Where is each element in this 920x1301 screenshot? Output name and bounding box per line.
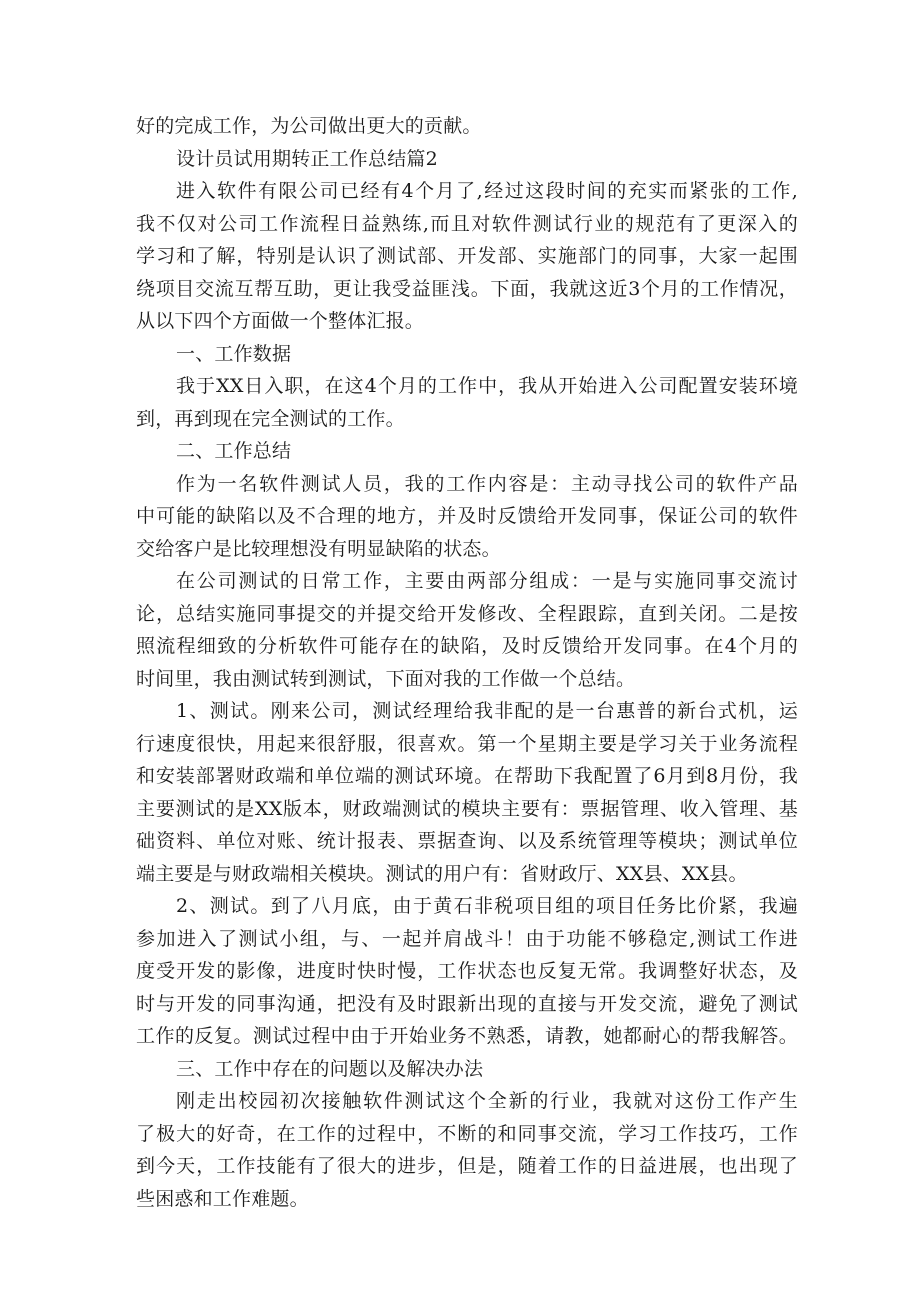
text-line: 一、工作数据 (176, 342, 292, 365)
text-line: 中可能的缺陷以及不合理的地方，并及时反馈给开发同事，保证公司的软件 (136, 505, 798, 527)
text-line: 三、工作中存在的问题以及解决办法 (176, 1057, 484, 1080)
text-line: 在公司测试的日常工作，主要由两部分组成：一是与实施同事交流讨 (176, 570, 798, 592)
text-line: 度受开发的影像，进度时快时慢，工作状态也反复无常。我调整好状态，及 (136, 960, 798, 982)
text-line: 2、测试。到了八月底，由于黄石非税项目组的项目任务比价紧，我遍 (176, 895, 798, 917)
text-line: 照流程细致的分析软件可能存在的缺陷，及时反馈给开发同事。在4个月的 (136, 635, 798, 657)
text-line: 从以下四个方面做一个整体汇报。 (136, 310, 425, 332)
text-line: 些困惑和工作难题。 (136, 1187, 309, 1210)
text-line: 时间里，我由测试转到测试，下面对我的工作做一个总结。 (136, 667, 636, 690)
text-line: 到今天，工作技能有了很大的进步，但是，随着工作的日益进展，也出现了 (136, 1155, 798, 1177)
text-line: 我于XX日入职，在这4个月的工作中，我从开始进入公司配置安装环境 (176, 375, 798, 397)
text-line: 学习和了解，特别是认识了测试部、开发部、实施部门的同事，大家一起围 (136, 245, 798, 267)
text-line: 刚走出校园初次接触软件测试这个全新的行业，我就对这份工作产生 (176, 1090, 798, 1112)
text-line: 础资料、单位对账、统计报表、票据查询、以及系统管理等模块；测试单位 (136, 830, 798, 852)
text-line: 1、测试。刚来公司，测试经理给我非配的是一台惠普的新台式机，运 (176, 700, 798, 722)
text-line: 绕项目交流互帮互助，更让我受益匪浅。下面，我就这近3个月的工作情况， (136, 277, 798, 300)
text-line: 作为一名软件测试人员，我的工作内容是：主动寻找公司的软件产品 (176, 472, 798, 495)
text-line: 行速度很快，用起来很舒服，很喜欢。第一个星期主要是学习关于业务流程 (136, 732, 798, 755)
text-line: 到，再到现在完全测试的工作。 (136, 407, 405, 430)
text-line: 好的完成工作，为公司做出更大的贡献。 (136, 115, 482, 137)
text-line: 主要测试的是XX版本，财政端测试的模块主要有：票据管理、收入管理、基 (136, 797, 798, 820)
text-line: 我不仅对公司工作流程日益熟练,而且对软件测试行业的规范有了更深入的 (136, 212, 798, 235)
text-line: 参加进入了测试小组，与、一起并肩战斗！由于功能不够稳定,测试工作进 (136, 927, 798, 950)
text-line: 端主要是与财政端相关模块。测试的用户有：省财政厅、XX县、XX县。 (136, 862, 748, 885)
text-line: 二、工作总结 (176, 440, 292, 462)
text-line: 时与开发的同事沟通，把没有及时跟新出现的直接与开发交流，避免了测试 (136, 992, 798, 1015)
text-line: 了极大的好奇，在工作的过程中，不断的和同事交流，学习工作技巧，工作 (136, 1122, 798, 1145)
text-line: 和安装部署财政端和单位端的测试环境。在帮助下我配置了6月到8月份，我 (136, 765, 798, 787)
document-body (136, 110, 798, 1215)
text-line: 设计员试用期转正工作总结篇2 (176, 147, 438, 170)
text-line: 论，总结实施同事提交的并提交给开发修改、全程跟踪，直到关闭。二是按 (136, 602, 798, 625)
text-line: 进入软件有限公司已经有4个月了,经过这段时间的充实而紧张的工作, (176, 180, 798, 202)
text-line: 交给客户是比较理想没有明显缺陷的状态。 (136, 537, 501, 560)
text-line: 工作的反复。测试过程中由于开始业务不熟悉，请教，她都耐心的帮我解答。 (136, 1025, 798, 1047)
